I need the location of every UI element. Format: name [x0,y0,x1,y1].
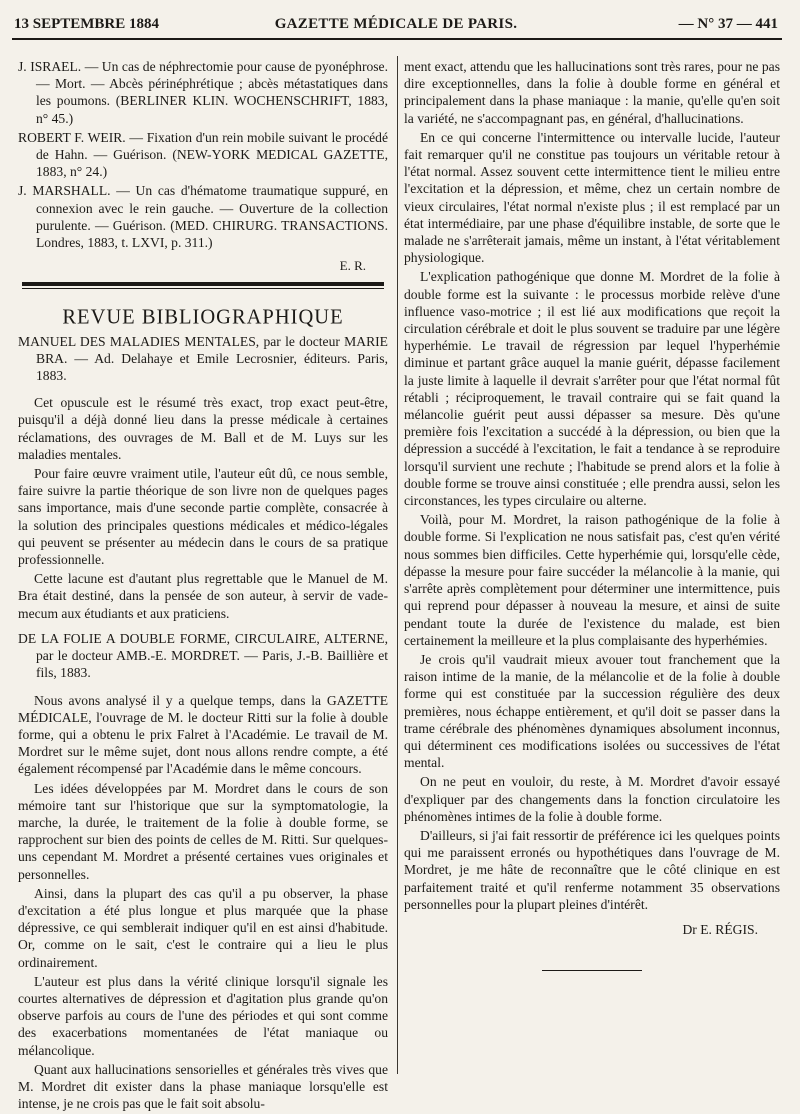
column-divider [397,56,398,1074]
section-title: REVUE BIBLIOGRAPHIQUE [62,305,344,329]
review-paragraph: Quant aux hallucinations sensorielles et générales très vives que M. Mordret dit exister dans la phase maniaque lorsqu'elle est intense, je ne crois pas que le fait soit absolu- [18,1061,388,1112]
review-paragraph: Cette lacune est d'autant plus regrettable que le Manuel de M. Bra était destiné, dans la pensée de son auteur, à servir de vade-mecum aux étudiants et aux praticiens. [18,571,388,621]
left-column [18,58,388,1114]
issue-date: 13 SEPTEMBRE 1884 [14,16,160,32]
journal-title: GAZETTE MÉDICALE DE PARIS. [274,16,518,32]
review-paragraph: ment exact, attendu que les hallucinations sont très rares, pour ne pas dire exceptionnelles, dans la folie à double forme en général et principalement dans la phase maniaque : la manie, qu'elle qu'en soit la variété, ne s'accompagnant pas, en général, d'hallucinations. [404,59,780,126]
issue-page-number: — N° 37 — 441 [678,16,778,32]
review-paragraph: L'explication pathogénique que donne M. Mordret de la folie à double forme est la suivante : le processus morbide relève d'une influence vaso-motrice ; il est lié aux modifications que reçoit la circulation cérébrale et doit le plus souvent se traduire par une légère hyperhémie. Le travail de régression par lequel l'hyperhémie diminue et partant grâce auquel la manie guérit, dépasse facilement la juste limite à laquelle il devrait s'arrêter pour que l'état normal fût rétabli ; réciproquement, le travail contraire qui se fait quand la mélancolie guérit peut aussi dépasser sa mesure. Dès qu'une première fois l'excitation a succédé à la dépression, ou bien que la dépression a succédé à l'excitation, le fait a tendance à se reproduire lorsqu'il survient une rechute ; l'habitude se prend alors et la folie à double forme se trouve ainsi constituée ; elle prendra aussi, selon les circonstances, les types circulaire ou alterne. [404,269,780,509]
reference-item: ROBERT F. WEIR. — Fixation d'un rein mobile suivant le procédé de Hahn. — Guérison. (NEW-YORK MEDICAL GAZETTE, 1883, n° 24.) [18,129,388,180]
right-column [404,58,780,971]
reviewer-signature: Dr E. RÉGIS. [682,921,758,937]
review-paragraph: En ce qui concerne l'intermittence ou intervalle lucide, l'auteur fait remarquer qu'il ne constitue pas toujours un véritable retour à l'état normal. Assez souvent cette intermittence tient le milieu entre l'excitation et la dépression, et même, chez un certain nombre de vieux circulaires, l'état normal n'existe plus ; il est remplacé par un état intermédiaire, par une phase d'équilibre instable, de sorte que le malade ne s'arrêterait jamais, même un instant, à l'état véritablement physiologique. [404,129,780,266]
header-rule [12,38,782,40]
section-rule-thick [22,282,384,286]
review-paragraph: Nous avons analysé il y a quelque temps, dans la GAZETTE MÉDICALE, l'ouvrage de M. le docteur Ritti sur la folie à double forme, qui a obtenu le prix Falret à l'Académie. Le travail de M. Mordret sur le même sujet, dont nous allons rendre compte, a été également récompensé par l'Académie dans le même concours. [18,692,388,777]
review-paragraph: Cet opuscule est le résumé très exact, trop exact peut-être, puisqu'il a déjà donné lieu dans la presse médicale à certaines réclamations, des ouvrages de M. Ball et de M. Luys sur les maladies mentales. [18,395,388,462]
reference-item: J. ISRAEL. — Un cas de néphrectomie pour cause de pyonéphrose. — Mort. — Abcès périnéphrétique ; abcès métastatiques dans les poumons. (BERLINER KLIN. WOCHENSCHRIFT, 1883, n° 45.) [18,59,388,126]
reference-list [18,58,388,251]
reference-item: J. MARSHALL. — Un cas d'hématome traumatique suppuré, en connexion avec le rein gauche. — Ouverture de la collection purulente. — Guérison. (MED. CHIRURG. TRANSACTIONS. Londres, 1883, t. LXVI, p. 311.) [18,183,388,251]
review-paragraph: Voilà, pour M. Mordret, la raison pathogénique de la folie à double forme. Si l'explication ne nous satisfait pas, c'est qu'en vérité nous sommes bien difficiles. Cette hyperhémie qui, lorsqu'elle cède, dépasse la mesure pour faire succéder la mélancolie à la manie, qui s'arrête après complètement pour déterminer une intermittence, puis qui reprend pour dépasser à nouveau la mesure, et ainsi de suite pendant toute la durée de l'existence du malade, est bien certainement la meilleure et la plus complaisante des hyperhémies. [404,512,780,648]
book-citation: DE LA FOLIE A DOUBLE FORME, CIRCULAIRE, ALTERNE, par le docteur AMB.-E. MORDRET. — Paris, J.-B. Baillière et fils, 1883. [18,630,388,681]
author-initials: E. R. [339,258,366,274]
review-paragraph: Ainsi, dans la plupart des cas qu'il a pu observer, la phase d'excitation a été plus longue et plus marquée que la phase dépressive, ce qui semblerait indiquer qu'il en est ainsi d'habitude. Or, comme on le sait, c'est le contraire qui a lieu le plus ordinairement. [18,885,388,970]
book-citation: MANUEL DES MALADIES MENTALES, par le docteur MARIE BRA. — Ad. Delahaye et Emile Lecrosnier, éditeurs. Paris, 1883. [18,333,388,384]
review-paragraph: On ne peut en vouloir, du reste, à M. Mordret d'avoir essayé d'expliquer par des changements dans la fonction circulatoire les phénomènes intimes de la folie à double forme. [404,774,780,824]
section-rule-thin [22,288,384,289]
review-paragraph: Pour faire œuvre vraiment utile, l'auteur eût dû, ce nous semble, faire suivre la partie théorique de son livre non de quelques pages sans importance, mais d'une seconde partie complète, consacrée à la solution des principales questions médicales et médico-légales qui peuvent se présenter au médecin dans le cours de sa pratique professionnelle. [18,466,388,568]
review-paragraph: L'auteur est plus dans la vérité clinique lorsqu'il signale les courtes alternatives de dépression et d'agitation plus grande qu'on observe parfois au cours de l'une des périodes et qui sont comme des exacerbations momentanées de l'état maniaque ou mélancolique. [18,973,388,1058]
review-paragraph: Je crois qu'il vaudrait mieux avouer tout franchement que la raison intime de la manie, de la mélancolie et de la folie à double forme qui est constituée par la succession régulière des deux premières, nous échappe entièrement, et qu'il doit se passer dans la trame cérébrale des phénomènes dynamiques absolument inconnus, qui déterminent ces modifications isolées ou successives de l'état mental. [404,651,780,771]
review-paragraph: Les idées développées par M. Mordret dans le cours de son mémoire tant sur l'historique que sur la symptomatologie, la marche, la durée, le traitement de la folie à double forme, se rapprochent sur bien des points de celles de M. Ritti. Sur quelques-uns cependant M. Mordret a présenté certaines vues originales et personnelles. [18,780,388,882]
running-header [14,14,778,36]
end-rule [542,970,642,971]
review-paragraph: D'ailleurs, si j'ai fait ressortir de préférence ici les quelques points qui me paraissent erronés ou hypothétiques dans l'ouvrage de M. Mordret, je me hâte de reconnaître que le côté clinique en est parfaitement traité et qu'il renferme notamment 35 observations personnelles pour la plupart pleines d'intérêt. [404,827,780,912]
